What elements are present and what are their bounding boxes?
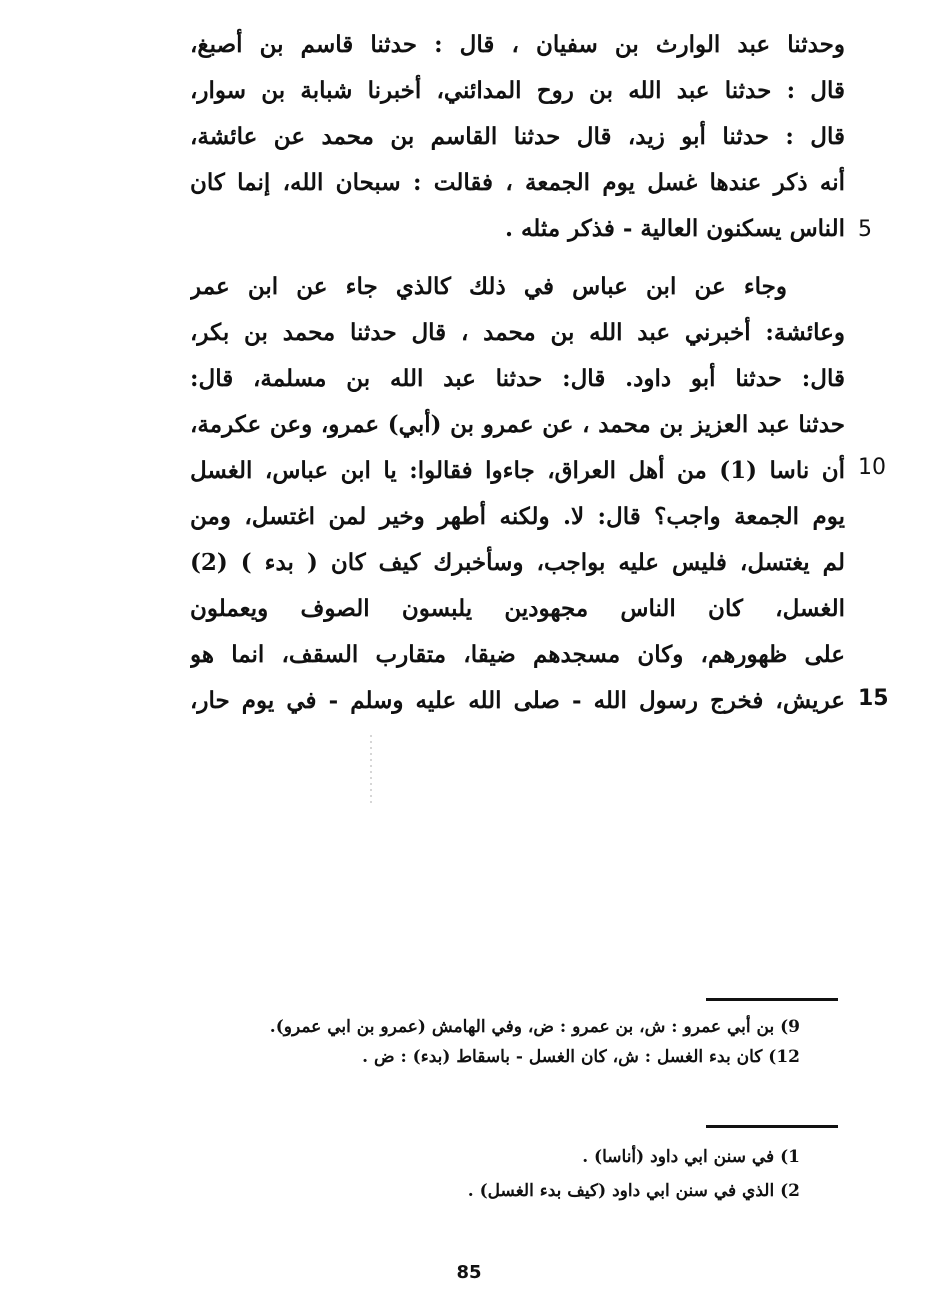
- main-text: [190, 22, 845, 724]
- text-line: لم يغتسل، فليس عليه بواجب، وسأخبرك كيف كان ( بدء ) (2): [190, 549, 845, 576]
- variant-notes: [200, 1012, 800, 1072]
- footnotes-rule: [706, 1125, 838, 1128]
- variant-note: 12) كان بدء الغسل : ش، كان الغسل - باسقاط (بدء) : ض .: [362, 1047, 800, 1067]
- footnote: 2) الذي في سنن ابي داود (كيف بدء الغسل) .: [467, 1181, 800, 1201]
- paragraph-1: [190, 22, 845, 252]
- footnote: 1) في سنن ابي داود (أناسا) .: [582, 1147, 800, 1167]
- paragraph-2: [190, 264, 845, 724]
- scan-speck: [370, 735, 372, 805]
- text-line: على ظهورهم، وكان مسجدهم ضيقا، متقارب السقف، انما هو: [190, 641, 845, 668]
- text-line: قال : حدثنا أبو زيد، قال حدثنا القاسم بن محمد عن عائشة،: [190, 123, 845, 150]
- text-line: وجاء عن ابن عباس في ذلك كالذي جاء عن ابن عمر: [190, 273, 787, 300]
- text-line: قال : حدثنا عبد الله بن روح المدائني، أخبرنا شبابة بن سوار،: [190, 77, 845, 104]
- text-line: وحدثنا عبد الوارث بن سفيان ، قال : حدثنا قاسم بن أصبغ،: [190, 31, 845, 58]
- text-line: أن ناسا (1) من أهل العراق، جاءوا فقالوا: يا ابن عباس، الغسل: [190, 457, 845, 484]
- text-line: عريش، فخرج رسول الله - صلى الله عليه وسلم - في يوم حار،: [190, 687, 845, 714]
- variant-note: 9) بن أبي عمرو : ش، بن عمرو : ض، وفي الهامش (عمرو بن ابي عمرو).: [269, 1017, 800, 1037]
- line-number-5: 5: [858, 217, 872, 242]
- footnotes: [200, 1140, 800, 1208]
- line-number-15: 15: [858, 686, 889, 711]
- line-number-10: 10: [858, 455, 886, 480]
- text-line: الناس يسكنون العالية - فذكر مثله .: [504, 215, 845, 242]
- text-line: الغسل، كان الناس مجهودين يلبسون الصوف ويعملون: [190, 595, 845, 622]
- text-line: أنه ذكر عندها غسل يوم الجمعة ، فقالت : سبحان الله، إنما كان: [190, 169, 845, 196]
- text-line: حدثنا عبد العزيز بن محمد ، عن عمرو بن (أبي) عمرو، وعن عكرمة،: [190, 411, 845, 438]
- text-line: وعائشة: أخبرني عبد الله بن محمد ، قال حدثنا محمد بن بكر،: [190, 319, 845, 346]
- text-line: قال: حدثنا أبو داود. قال: حدثنا عبد الله بن مسلمة، قال:: [190, 365, 845, 392]
- variant-notes-rule: [706, 998, 838, 1001]
- page-number: 85: [456, 1262, 482, 1283]
- text-line: يوم الجمعة واجب؟ قال: لا. ولكنه أطهر وخير لمن اغتسل، ومن: [190, 503, 845, 530]
